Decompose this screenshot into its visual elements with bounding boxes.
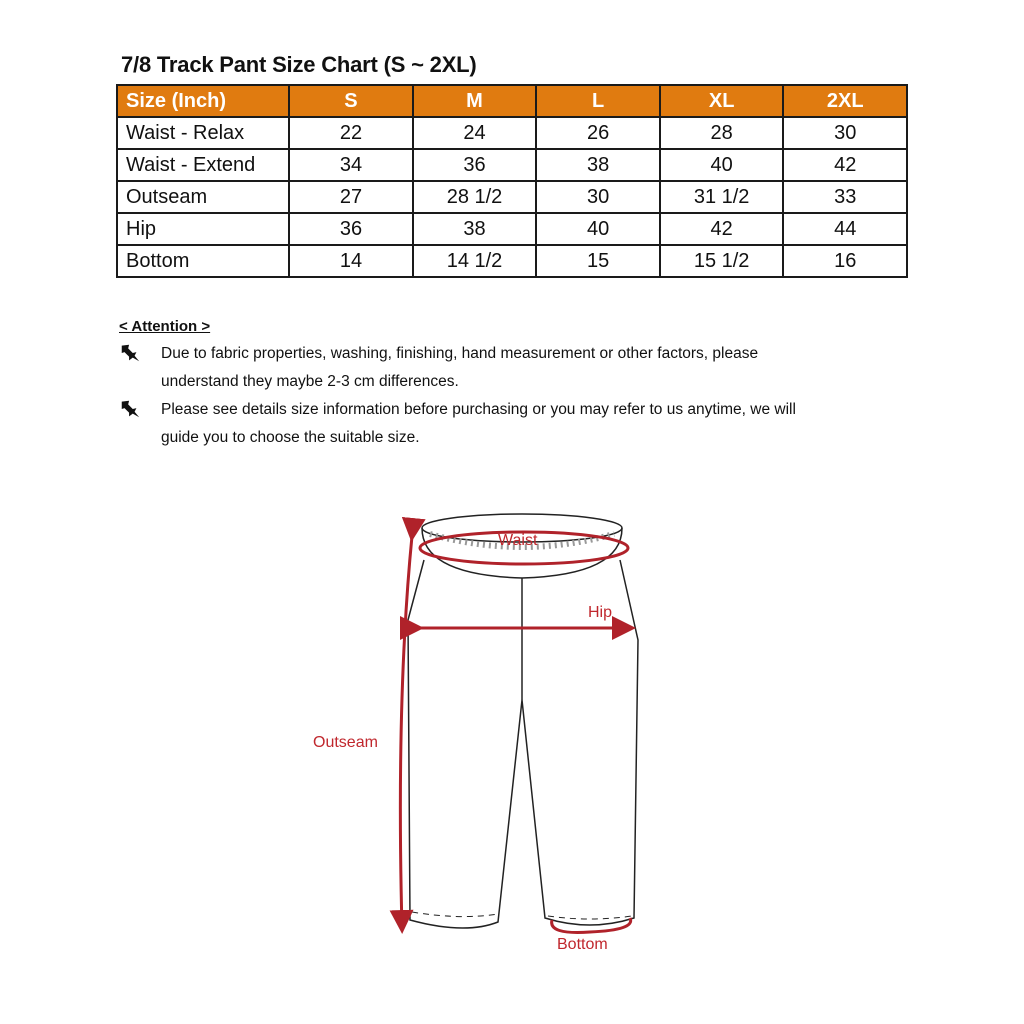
value-cell: 14 (289, 245, 413, 277)
value-cell: 28 (660, 117, 784, 149)
row-label: Outseam (117, 181, 289, 213)
table-row (117, 149, 907, 181)
value-cell: 42 (660, 213, 784, 245)
size-chart-table (116, 84, 908, 278)
value-cell: 38 (536, 149, 660, 181)
header-cell: S (289, 85, 413, 117)
bottom-label: Bottom (557, 936, 608, 953)
value-cell: 44 (783, 213, 907, 245)
hip-label: Hip (588, 604, 613, 621)
value-cell: 36 (413, 149, 537, 181)
value-cell: 27 (289, 181, 413, 213)
header-cell: XL (660, 85, 784, 117)
pushpin-icon (119, 342, 141, 364)
value-cell: 31 1/2 (660, 181, 784, 213)
value-cell: 34 (289, 149, 413, 181)
row-label: Bottom (117, 245, 289, 277)
pushpin-icon (119, 398, 141, 420)
value-cell: 42 (783, 149, 907, 181)
header-cell: Size (Inch) (117, 85, 289, 117)
row-label: Waist - Relax (117, 117, 289, 149)
attention-note (119, 396, 821, 452)
table-row (117, 213, 907, 245)
waist-label: Waist (498, 532, 538, 549)
value-cell: 15 (536, 245, 660, 277)
header-cell: M (413, 85, 537, 117)
value-cell: 30 (783, 117, 907, 149)
value-cell: 40 (660, 149, 784, 181)
value-cell: 38 (413, 213, 537, 245)
value-cell: 14 1/2 (413, 245, 537, 277)
value-cell: 15 1/2 (660, 245, 784, 277)
table-header-row (117, 85, 907, 117)
attention-note (119, 340, 821, 396)
outseam-label: Outseam (313, 734, 378, 751)
table-row (117, 117, 907, 149)
value-cell: 36 (289, 213, 413, 245)
value-cell: 26 (536, 117, 660, 149)
value-cell: 33 (783, 181, 907, 213)
attention-note-text: Please see details size information before purchasing or you may refer to us anytime, we will guide you to choose the suitable size. (161, 401, 796, 446)
attention-heading: < Attention > (119, 318, 211, 335)
header-cell: L (536, 85, 660, 117)
value-cell: 16 (783, 245, 907, 277)
value-cell: 24 (413, 117, 537, 149)
attention-note-text: Due to fabric properties, washing, finishing, hand measurement or other factors, please understand they maybe 2-3 cm differences. (161, 345, 759, 390)
row-label: Waist - Extend (117, 149, 289, 181)
row-label: Hip (117, 213, 289, 245)
table-row (117, 181, 907, 213)
header-cell: 2XL (783, 85, 907, 117)
table-row (117, 245, 907, 277)
value-cell: 30 (536, 181, 660, 213)
value-cell: 28 1/2 (413, 181, 537, 213)
value-cell: 22 (289, 117, 413, 149)
page-title: 7/8 Track Pant Size Chart (S ~ 2XL) (121, 52, 477, 77)
value-cell: 40 (536, 213, 660, 245)
pants-measurement-diagram (300, 500, 700, 980)
